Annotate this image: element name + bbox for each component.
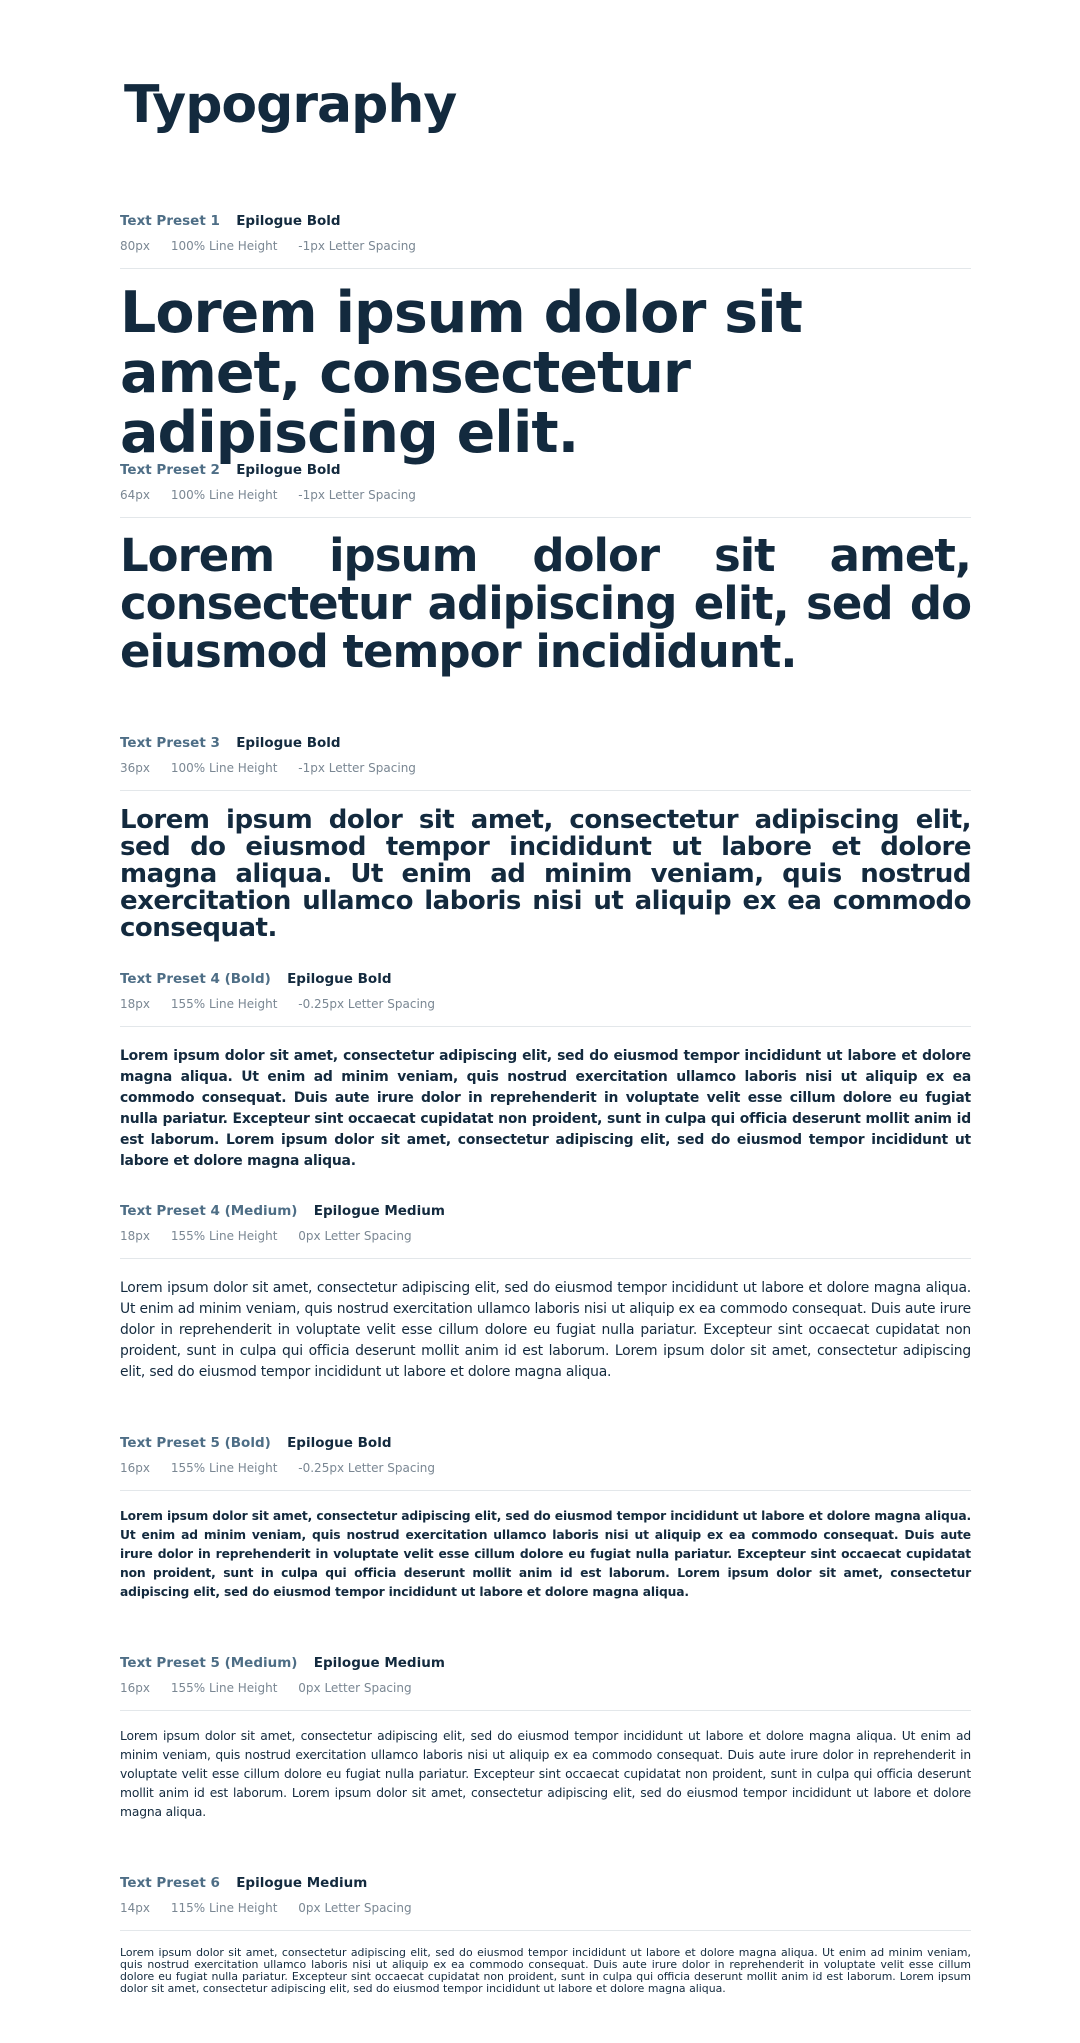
- letter-spacing-spec: 0px Letter Spacing: [298, 1901, 412, 1915]
- font-size-spec: 80px: [120, 239, 150, 253]
- line-height-spec: 155% Line Height: [170, 1461, 278, 1475]
- sample-text: Lorem ipsum dolor sit amet, consectetur adipiscing elit, sed do eiusmod tempor incididunt.: [120, 529, 971, 678]
- letter-spacing-spec: 0px Letter Spacing: [298, 1229, 412, 1243]
- preset-label: Text Preset 5 (Medium): [120, 1655, 298, 1671]
- divider: [120, 1258, 971, 1259]
- line-height-spec: 155% Line Height: [170, 1229, 278, 1243]
- divider: [120, 1710, 971, 1711]
- font-size-spec: 64px: [120, 488, 150, 502]
- font-size-spec: 14px: [120, 1901, 150, 1915]
- divider: [120, 1026, 971, 1027]
- letter-spacing-spec: 0px Letter Spacing: [298, 1681, 412, 1695]
- font-size-spec: 18px: [120, 997, 150, 1011]
- divider: [120, 790, 971, 791]
- font-name: Epilogue Bold: [236, 213, 341, 229]
- preset-label: Text Preset 3: [120, 735, 220, 751]
- preset-section-2: [120, 460, 971, 676]
- divider: [120, 1930, 971, 1931]
- sample-text: Lorem ipsum dolor sit amet, consectetur adipiscing elit, sed do eiusmod tempor incididunt ut labore et dolore magna aliqua. Ut enim ad minim veniam, quis nostrud exercitation ullamco laboris nisi ut aliquip ex ea commodo consequat. Duis aute irure dolor in reprehenderit in voluptate velit esse cillum dolore eu fugiat nulla pariatur. Excepteur sint occaecat cupidatat non proident, sunt in culpa qui officia deserunt mollit anim id est laborum. Lorem ipsum dolor sit amet, consectetur adipiscing elit, sed do eiusmod tempor incididunt ut labore et dolore magna aliqua.: [120, 1946, 971, 1995]
- font-name: Epilogue Medium: [236, 1875, 368, 1891]
- preset-label: Text Preset 4 (Medium): [120, 1203, 298, 1219]
- sample-text: Lorem ipsum dolor sit amet, consectetur adipiscing elit, sed do eiusmod tempor incididunt ut labore et dolore magna aliqua. Ut enim ad minim veniam, quis nostrud exercitation ullamco laboris nisi ut aliquip ex ea commodo consequat. Duis aute irure dolor in reprehenderit in voluptate velit esse cillum dolore eu fugiat nulla pariatur. Excepteur sint occaecat cupidatat non proident, sunt in culpa qui officia deserunt mollit anim id est laborum. Lorem ipsum dolor sit amet, consectetur adipiscing elit, sed do eiusmod tempor incididunt ut labore et dolore magna aliqua.: [120, 1729, 971, 1819]
- sample-text: Lorem ipsum dolor sit amet, consectetur adipiscing elit, sed do eiusmod tempor incididunt ut labore et dolore magna aliqua. Ut enim ad minim veniam, quis nostrud exercitation ullamco laboris nisi ut aliquip ex ea commodo consequat. Duis aute irure dolor in reprehenderit in voluptate velit esse cillum dolore eu fugiat nulla pariatur. Excepteur sint occaecat cupidatat non proident, sunt in culpa qui officia deserunt mollit anim id est laborum. Lorem ipsum dolor sit amet, consectetur adipiscing elit, sed do eiusmod tempor incididunt ut labore et dolore magna aliqua.: [120, 1509, 971, 1599]
- line-height-spec: 100% Line Height: [170, 239, 278, 253]
- preset-label: Text Preset 1: [120, 213, 220, 229]
- line-height-spec: 155% Line Height: [170, 997, 278, 1011]
- sample-text: Lorem ipsum dolor sit amet, consectetur adipiscing elit.: [120, 280, 802, 466]
- preset-section-4-medium: [120, 1201, 971, 1383]
- preset-label: Text Preset 5 (Bold): [120, 1435, 271, 1451]
- line-height-spec: 155% Line Height: [170, 1681, 278, 1695]
- preset-section-4-bold: [120, 969, 971, 1172]
- font-name: Epilogue Medium: [313, 1655, 445, 1671]
- page-title: Typography: [124, 75, 457, 135]
- preset-section-5-medium: [120, 1653, 971, 1822]
- font-size-spec: 16px: [120, 1681, 150, 1695]
- preset-label: Text Preset 2: [120, 462, 220, 478]
- divider: [120, 517, 971, 518]
- font-name: Epilogue Medium: [313, 1203, 445, 1219]
- letter-spacing-spec: -0.25px Letter Spacing: [298, 1461, 436, 1475]
- font-name: Epilogue Bold: [287, 971, 392, 987]
- font-name: Epilogue Bold: [236, 735, 341, 751]
- preset-section-6: [120, 1873, 971, 1995]
- font-size-spec: 18px: [120, 1229, 150, 1243]
- preset-label: Text Preset 6: [120, 1875, 220, 1891]
- preset-section-3: [120, 733, 971, 942]
- font-size-spec: 16px: [120, 1461, 150, 1475]
- font-name: Epilogue Bold: [287, 1435, 392, 1451]
- preset-section-1: [120, 211, 971, 466]
- line-height-spec: 115% Line Height: [170, 1901, 278, 1915]
- font-size-spec: 36px: [120, 761, 150, 775]
- divider: [120, 268, 971, 269]
- preset-section-5-bold: [120, 1433, 971, 1602]
- letter-spacing-spec: -1px Letter Spacing: [298, 761, 416, 775]
- letter-spacing-spec: -0.25px Letter Spacing: [298, 997, 436, 1011]
- divider: [120, 1490, 971, 1491]
- line-height-spec: 100% Line Height: [170, 488, 278, 502]
- sample-text: Lorem ipsum dolor sit amet, consectetur adipiscing elit, sed do eiusmod tempor incididunt ut labore et dolore magna aliqua. Ut enim ad minim veniam, quis nostrud exercitation ullamco laboris nisi ut aliquip ex ea commodo consequat. Duis aute irure dolor in reprehenderit in voluptate velit esse cillum dolore eu fugiat nulla pariatur. Excepteur sint occaecat cupidatat non proident, sunt in culpa qui officia deserunt mollit anim id est laborum. Lorem ipsum dolor sit amet, consectetur adipiscing elit, sed do eiusmod tempor incididunt ut labore et dolore magna aliqua.: [120, 1280, 971, 1380]
- preset-label: Text Preset 4 (Bold): [120, 971, 271, 987]
- letter-spacing-spec: -1px Letter Spacing: [298, 239, 416, 253]
- sample-text: Lorem ipsum dolor sit amet, consectetur adipiscing elit, sed do eiusmod tempor incididunt ut labore et dolore magna aliqua. Ut enim ad minim veniam, quis nostrud exercitation ullamco laboris nisi ut aliquip ex ea commodo consequat.: [120, 805, 971, 943]
- sample-text: Lorem ipsum dolor sit amet, consectetur adipiscing elit, sed do eiusmod tempor incididunt ut labore et dolore magna aliqua. Ut enim ad minim veniam, quis nostrud exercitation ullamco laboris nisi ut aliquip ex ea commodo consequat. Duis aute irure dolor in reprehenderit in voluptate velit esse cillum dolore eu fugiat nulla pariatur. Excepteur sint occaecat cupidatat non proident, sunt in culpa qui officia deserunt mollit anim id est laborum. Lorem ipsum dolor sit amet, consectetur adipiscing elit, sed do eiusmod tempor incididunt ut labore et dolore magna aliqua.: [120, 1048, 971, 1169]
- line-height-spec: 100% Line Height: [170, 761, 278, 775]
- letter-spacing-spec: -1px Letter Spacing: [298, 488, 416, 502]
- font-name: Epilogue Bold: [236, 462, 341, 478]
